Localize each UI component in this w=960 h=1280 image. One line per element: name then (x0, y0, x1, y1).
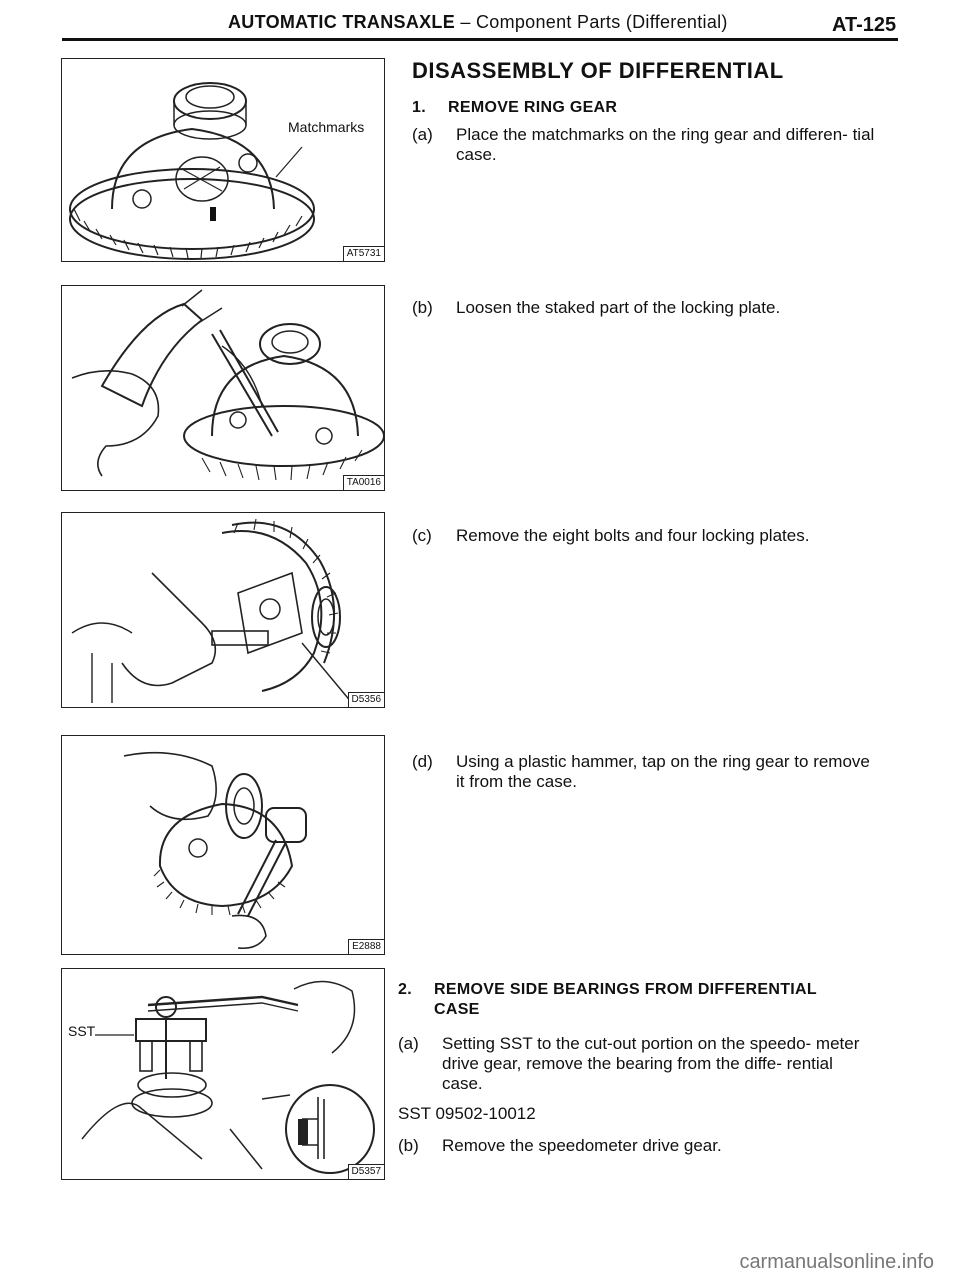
figure-code: D5357 (348, 1164, 385, 1180)
step-1a-text: Place the matchmarks on the ring gear and differen- tial case. (456, 125, 875, 164)
sst-number: SST 09502-10012 (398, 1104, 536, 1123)
step-1d (412, 752, 882, 796)
step-2-title: REMOVE SIDE BEARINGS FROM DIFFERENTIAL CASE (434, 981, 817, 1018)
figure-code: E2888 (348, 939, 385, 955)
callout-sst: SST (68, 1023, 96, 1039)
figure-code: D5356 (348, 692, 385, 708)
step-1b-label: (b) (412, 298, 433, 317)
figure-code: TA0016 (343, 475, 385, 491)
callout-matchmarks: Matchmarks (288, 119, 365, 135)
figure-differential-matchmarks (61, 58, 385, 262)
step-2-heading (398, 980, 868, 1024)
step-1c (412, 526, 882, 550)
page-number: AT-125 (832, 14, 897, 36)
step-2b (398, 1136, 878, 1160)
step-2a (398, 1034, 878, 1098)
step-1b (412, 298, 882, 322)
step-1b-text: Loosen the staked part of the locking plate. (456, 298, 781, 317)
step-1-title: REMOVE RING GEAR (448, 99, 618, 116)
step-1d-label: (d) (412, 752, 433, 771)
figure-sst-bearing-puller (61, 968, 385, 1180)
step-1c-text: Remove the eight bolts and four locking plates. (456, 526, 810, 545)
step-2-number: 2. (398, 981, 412, 998)
step-1a-label: (a) (412, 125, 433, 144)
plastic-hammer-illustration (62, 736, 384, 954)
step-1c-label: (c) (412, 526, 432, 545)
step-2a-text: Setting SST to the cut-out portion on the speedo- meter drive gear, remove the bearing from the diffe- rential case. (442, 1034, 860, 1093)
figure-code: AT5731 (343, 246, 385, 262)
step-2a-label: (a) (398, 1034, 419, 1053)
watermark: carmanualsonline.info (739, 1251, 934, 1273)
step-1a (412, 125, 882, 169)
figure-remove-bolts (61, 512, 385, 708)
header-title-main: AUTOMATIC TRANSAXLE (228, 12, 456, 32)
header-rule (62, 38, 898, 41)
figure-plastic-hammer (61, 735, 385, 955)
page-header-title (228, 12, 728, 33)
differential-ring-gear-illustration (62, 59, 384, 261)
bearing-puller-illustration (62, 969, 384, 1179)
step-1d-text: Using a plastic hammer, tap on the ring gear to remove it from the case. (456, 752, 870, 791)
step-2b-text: Remove the speedometer drive gear. (442, 1136, 722, 1155)
section-title: DISASSEMBLY OF DIFFERENTIAL (412, 58, 784, 83)
step-1-number: 1. (412, 99, 426, 116)
figure-loosen-locking-plate (61, 285, 385, 491)
header-title-sub: Component Parts (Differential) (475, 12, 728, 32)
chisel-hammer-illustration (62, 286, 384, 490)
step-2b-label: (b) (398, 1136, 419, 1155)
header-title-dash: – (455, 12, 476, 32)
wrench-bolts-illustration (62, 513, 384, 707)
